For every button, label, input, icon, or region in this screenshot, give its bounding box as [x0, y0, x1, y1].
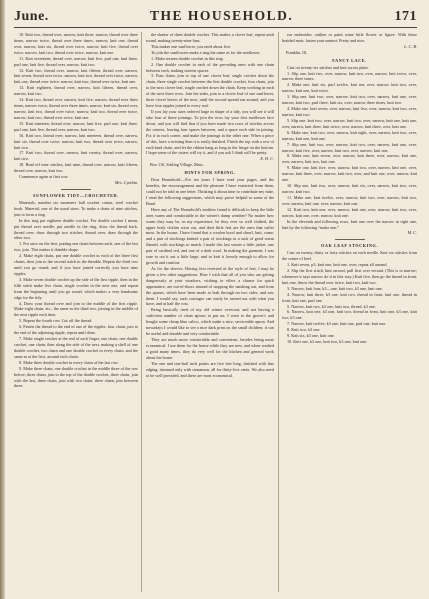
paragraph: 11. Knit seventeen, thread over, narrow, knit five, purl one, knit three, purl one, knit five, thread over, narrow, knit two.	[14, 55, 138, 67]
paragraph: 7. Make single crochet at the end of each finger, one chain, one double crochet, one chain, then along the side of the next, making a shell of one double crochet, two chain and one double crochet in every chain, and the same as at the first, around each chain.	[14, 336, 138, 359]
paragraph: 6. Narrow, knit one, k3 one, knit two, thread in front, knit one, k3 one, knit two, k3 one.	[282, 309, 417, 321]
paragraph: 9. Knit six, k3 one, knit one.	[287, 333, 335, 339]
paragraph: Cast on twenty, thirty or forty stitches on each needle. Knit six stitches from the center of heel.	[282, 250, 417, 262]
paragraph: 3. Narrow, knit four, k3—one, knit two, k3 one, knit one.	[287, 285, 383, 291]
paragraph: 6. Make one, knit two, over, narrow, knit eight, over, narrow, knit two, over, narrow, knit one, knit one.	[282, 129, 417, 141]
paragraph: 7. Narrow, knit twelve, k3 one, knit one, purl one, knit one.	[287, 321, 387, 327]
paragraph: 5. Slip one, knit two, over, narrow, knit two, over, narrow, knit one, knit one, over, narrow, knit three, knit twice, over, narrow, knit three, over, knit one.	[282, 117, 417, 129]
paragraph: This makes one sunflower, you need about five.	[151, 43, 232, 49]
paragraph: Commence again at first row.	[19, 174, 69, 180]
page-header	[14, 8, 417, 26]
signature: M. C.	[407, 230, 417, 236]
header-rule	[14, 27, 417, 28]
column-right	[282, 32, 417, 594]
paragraph: 5. Narrow, knit two, k3 one, knit two, thread, k3 one.	[287, 303, 376, 309]
paragraph: 15. Knit nineteen, thread over, narrow, knit five, purl one, knit three, purl one, knit five, thread over, narrow, knit two.	[14, 120, 138, 132]
paragraph: 5. Repeat the fourth row. Cut off the thread.	[19, 318, 93, 324]
paragraph: the shutter of three double crochet. This makes a clover leaf, repeat until round, making twenty-nine fans.	[146, 32, 274, 43]
paragraph: 2. One double crochet in each of the preceding ones with one chain between each, making sixteen spaces.	[146, 61, 274, 73]
section-heading: SUNFLOWER TIDY—CROCHETED.	[33, 192, 119, 198]
column-left	[14, 32, 138, 594]
signature: L. C. B.	[404, 43, 417, 49]
paragraph: Have any of The Household's mothers found it difficult to keep the little ones warm and comfortable in the winter's damp weather? No matter how warm they may be, in my experience, be they ever so well clothed, the upper body clothes wear out, and their little feet are the ones that suffer most. In the house, I have found that a woolen hood and shawl, knit, come, and a pair of stockings knitted a pair of stockings in a sack of good warm flannel, with stockings to match. I made this last winter a little jacket, one pair of cardinal red, and one of a dark wool. In making the garment, I was sure to cut it out a little large, and to knit it loosely enough to allow for growth and comfort.	[146, 206, 274, 266]
column-divider	[141, 32, 142, 592]
paragraph: As for the sleeves. Having first received of the style of feet, I may be given a few other suggestions. How I wish that all of you who are getting dangerously at your windows, wishing to effect a chance for quick appearance, are out-of-doors instead of stopping the smoking out, and from the aprons, which have been made to leak through on two sides, and saw them. I would say, such carriages can easily be turned out with what you have, and at half the cost.	[146, 265, 274, 307]
section-heading: HINTS FOR SPRING.	[184, 170, 236, 176]
paragraph: 3. Four chain, join to top of one clover leaf, single crochet down the chain, three single crochet between the first double crochet, four chain, join to the next clover leaf, single crochet down the chain. Keep working in each of the next three rows. Join the sides, join to a clover leaf of one sunflower, three clover leaves of the next, until the second spread out around, and you have four ripples joined to every roof.	[146, 73, 274, 109]
signature: E. H. C.	[260, 156, 274, 162]
paragraph: 9. Make three chain, one double crochet in the middle three of the row before; three chain, join to the top of the double crochet, three chain, join with the last, three chain, join with two chain, three chain, join between three.	[14, 365, 138, 389]
paragraph: 9. Make one, knit five, over, narrow, knit two, over, narrow, knit one, over, narrow, knit three, over, narrow, knit two, over, and knit one, over, narrow, knit one.	[282, 165, 417, 183]
paragraph: 8. Make one, knit seven, over, narrow, knit three, over, narrow, knit one, over, narrow, knit two, knit one.	[282, 153, 417, 165]
paragraph: In this ring put eighteen double crochet. For double crochet I mean, put thread over needle, put needle in the ring, draw the thread back, thread over, draw through two stitches, thread over, draw through the other two.	[14, 217, 138, 241]
paragraph: 2. Make one, knit six, purl twelve, knit ten, over, narrow, knit two, over, narrow, knit one, knit twice.	[282, 82, 417, 94]
paragraph: 8. Knit two, k3 one.	[287, 327, 321, 333]
paragraph: 2. Make eight chain, put one double crochet in each of the three first chains, then join to the second stitch in the thimble. Repeat the third row until you go round, and if you have joined correctly you have nine ripples.	[14, 253, 138, 276]
paragraph: 10. Slip one, knit two, over, narrow, knit six, over, narrow, knit two, over, narrow, knit two.	[282, 183, 417, 194]
paragraph: 10. Knit two, thread over, narrow, knit three, narrow, thread over three times, narrow twice, thread over three times, narrow, knit one, thread over, narrow, knit six, thread over twice, narrow, knit five, thread over twice, narrow, knit two, thread over twice, narrow, knit one.	[14, 32, 138, 55]
paragraph: 10. Knit one, k3 one, knit two, k3 one, knit one.	[287, 339, 368, 345]
paragraph: 18. Bind off nine stitches, knit nine, thread over, narrow, knit fifteen, thread over, narrow, knit two.	[14, 162, 138, 174]
paragraph: Cast on twenty-six stitches and knit across plain.	[287, 64, 369, 70]
paragraph: 1. For once on the first, putting one chain between each, one of the last two, join. This makes it thimble shape.	[14, 241, 138, 253]
paragraph: Materials, number six mourners ball crochet cotton, steel crochet hook. Material, one of the usual sizes. To make a chain of nine stitches, join to form a ring.	[14, 199, 138, 217]
section-divider	[61, 189, 91, 190]
column-middle	[146, 32, 274, 594]
paragraph: 1. Slip one, knit two, over, narrow, knit two, over, narrow, knit twice, over, narrow three times.	[282, 70, 417, 82]
paragraph: To join the sunflowers make a ring the same as for the sunflower.	[151, 49, 261, 55]
paragraph: 4. Narrow, knit three, k3 one, knit two, thread in front, knit one, thread in front, knit one, purl one.	[282, 291, 417, 303]
location-line: Box 110, Stirling Village, Mass.	[150, 162, 204, 168]
paragraph: 7. Slip one, knit two, over, narrow, knit two, over, narrow, knit one, over, narrow, knit five, over, narrow, knit two, over, narrow, knit one.	[282, 141, 417, 153]
paragraph: 3. Make seven double crochet up the side of the first ripple, then in the fifth stitch make five chain, single crochet in the next one, and repeat from the beginning until you go round, which makes a very handsome edge for the tidy.	[14, 276, 138, 300]
paragraph: Dear Household:—For ten years I have read your pages, and the benefits, the encouragement and the pleasure I have extracted from them, could not be told in one letter. Thinking it about time to contribute my mite, I send the following suggestions, which may prove helpful to some of the Band.	[146, 177, 274, 206]
paragraph: 12. Knit two, knit one, over, narrow, knit one, over, narrow, knit two, over, narrow, knit one, over, narrow, knit one.	[282, 206, 417, 218]
paragraph: 14. Knit two, thread over, narrow, knit five, narrow, thread over three times, narrow twice, thread over three times, narrow, knit six, thread over, narrow, knit two, thread over twice, narrow, knit two, thread over twice, narrow, knit two, thread over twice, knit one.	[14, 97, 138, 120]
paragraph: 2. Slip the first stitch, knit second, pull first over second. (This is to narrow; whenever it says narrow do it in this way.) Knit five, then go the thread in front, knit one, throw the thread over twice, knit two, knit two.	[282, 268, 417, 285]
paragraph: 4. Make one, knit seven, over, narrow, knit five, over, narrow, knit two, over, narrow, knit two.	[282, 106, 417, 117]
signature: Mrs. Cynthia.	[114, 180, 138, 186]
location-line: Franklin, Ill.	[286, 49, 308, 55]
page-number: 171	[394, 9, 417, 24]
paragraph: 1. Knit seven, p3, knit one, knit one, over, repeat all around.	[287, 262, 388, 268]
paragraph: ear embroider, outline or paint some little flower or figure. With these braided mats, fasten your neatest. Pretty and nice.	[282, 32, 417, 43]
paragraph: They are much more comfortable and convenient, besides being more economical. I use them for the house while they are new, and when washed a good many times, they do very well for the kitchen and general work about the house.	[146, 337, 274, 360]
paragraph: 16. Knit two, thread over, narrow, knit nineteen, thread over, narrow, knit six, thread over twice, narrow, knit two, thread over twice, narrow, knit two.	[14, 132, 138, 150]
paragraph: 4. Draw your thread over and join to the middle of the first ripple. Make eight chain, etc., the same as the third row, joining in the middle of the next ripple each time.	[14, 300, 138, 318]
paragraph: 8. Make three double crochet in every chain of the last row.	[19, 359, 119, 365]
paragraph: If you lay your stars ordered large in shape of a tidy, you will see it will take four of these joinings. To join the rows lay your first sunflower face down, and you will find that if you have made two rows of stitches across the centres, leaving four spaces between, and a space each side in joining. Fix it in each corner, and make the joinings in the other one. When a piece of this, have a twisting then it is easily finished. Finish the top with a row of each kind chain, and let the ribbon hang as long as the fringe on the bottom. I hope some of the sisters will try it, and if you ask I think will be pretty.	[146, 108, 274, 156]
paragraph: 17. Knit two, thread over, narrow, knit twenty, thread over, narrow, knit two.	[14, 150, 138, 162]
paragraph: The one and one-half inch points are five feet long, finished with fine edging, trimmed only with cinnamon, all for thirty-five cents. We also need to be well provided, and these are most economical.	[146, 360, 274, 378]
paragraph: 1. Make sixteen double crochet in this ring.	[151, 55, 224, 61]
section-divider	[335, 239, 365, 240]
paragraph: 12. Knit two, thread over, narrow, knit fifteen, thread over, narrow, knit seven, thread over twice, narrow, knit two, thread over twice, narrow, knit one, thread over twice, narrow, knit two, thread over twice, knit one.	[14, 67, 138, 85]
header-title: THE HOUSEHOLD.	[150, 8, 294, 23]
paragraph: 13. Knit eighteen, thread over, narrow, knit fifteen, thread over, narrow, knit two.	[14, 85, 138, 97]
paragraph: 6. Fasten the thread to the end of one of the ripples, four chain, join to the end of the adjoining ripple, repeat until done.	[14, 324, 138, 336]
paragraph: Being basically tired of my old winter overcoat, and not having a sufficient number of clean aprons to put on, I went to the grocer's and bought some cheap blue calico, which make a nice, serviceable apron. And nowadays I would like to see a nice dark print on the small children; it can be useful and durable and very comfortable.	[146, 307, 274, 337]
paragraph: In the eleventh and following rows, knit one over the narrow in right one, knit by the following “make one.”	[282, 218, 417, 230]
paragraph: 11. Make one, knit twelve, over, narrow, knit two, over, narrow, knit two, over, narrow, knit one, over, narrow, knit one.	[282, 194, 417, 206]
paragraph: 3. Slip one, knit two, over, narrow, knit two, over, narrow, knit one, over, narrow, knit two, purl three, knit six, over, narrow three times, knit two.	[282, 94, 417, 106]
header-month: June.	[14, 9, 49, 24]
section-heading: FANCY LACE.	[332, 57, 367, 63]
column-divider	[278, 32, 279, 592]
section-heading: OAK LEAF STOCKING.	[321, 243, 378, 249]
